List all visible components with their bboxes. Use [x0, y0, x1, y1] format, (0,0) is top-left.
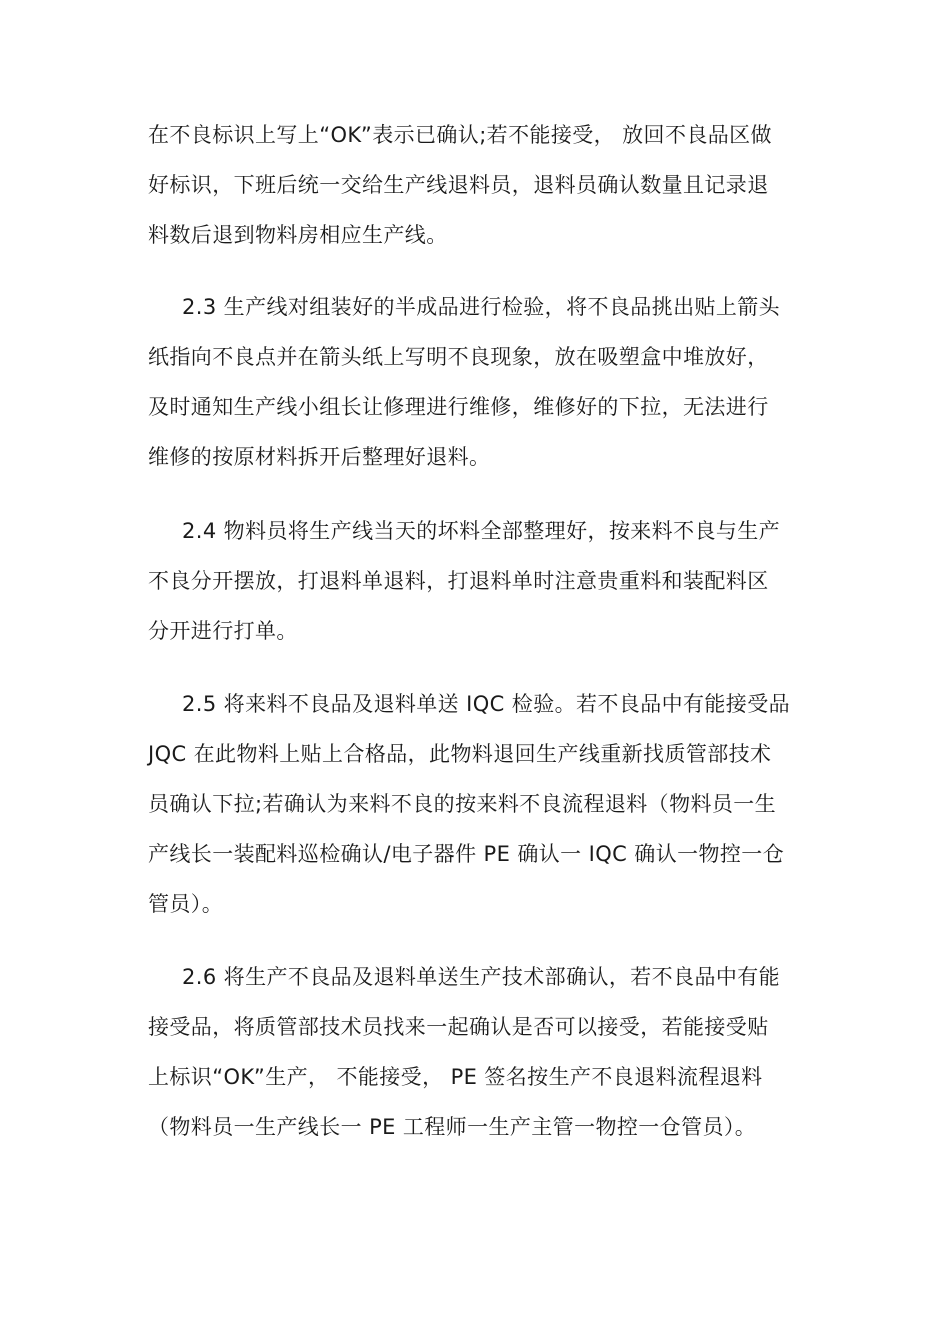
- paragraph-defect-label-confirmation: [148, 110, 804, 260]
- paragraph-section-2-6: [148, 952, 804, 1152]
- paragraph-line: 员确认下拉;若确认为来料不良的按来料不良流程退料（物料员一生: [148, 792, 777, 816]
- paragraph-line: 上标识“OK”生产， 不能接受， PE 签名按生产不良退料流程退料: [148, 1065, 763, 1089]
- paragraph-line: 在不良标识上写上“OK”表示已确认;若不能接受， 放回不良品区做: [148, 123, 772, 147]
- paragraph-line: 2.6 将生产不良品及退料单送生产技术部确认，若不良品中有能: [182, 965, 781, 989]
- paragraph-line: 接受品，将质管部技术员找来一起确认是否可以接受，若能接受贴: [148, 1015, 769, 1039]
- paragraph-line: 2.4 物料员将生产线当天的坏料全部整理好，按来料不良与生产: [182, 519, 781, 543]
- paragraph-line: 料数后退到物料房相应生产线。: [148, 223, 448, 247]
- paragraph-line: 2.5 将来料不良品及退料单送 IQC 检验。若不良品中有能接受品: [182, 692, 791, 716]
- paragraph-line: 好标识，下班后统一交给生产线退料员，退料员确认数量且记录退: [148, 173, 769, 197]
- paragraph-line: 管员）。: [148, 892, 224, 916]
- paragraph-section-2-4: [148, 506, 804, 656]
- paragraph-line: 维修的按原材料拆开后整理好退料。: [148, 445, 491, 469]
- paragraph-line: （物料员一生产线长一 PE 工程师一生产主管一物控一仓管员）。: [148, 1115, 757, 1139]
- paragraph-line: 及时通知生产线小组长让修理进行维修，维修好的下拉，无法进行: [148, 395, 769, 419]
- paragraph-line: JQC 在此物料上贴上合格品，此物料退回生产线重新找质管部技术: [148, 742, 772, 766]
- paragraph-line: 分开进行打单。: [148, 619, 298, 643]
- paragraph-line: 不良分开摆放，打退料单退料，打退料单时注意贵重料和装配料区: [148, 569, 769, 593]
- paragraph-section-2-3: [148, 282, 804, 482]
- paragraph-line: 产线长一装配料巡检确认/电子器件 PE 确认一 IQC 确认一物控一仓: [148, 842, 785, 866]
- paragraph-line: 2.3 生产线对组装好的半成品进行检验，将不良品挑出贴上箭头: [182, 295, 781, 319]
- paragraph-section-2-5: [148, 679, 804, 929]
- paragraph-line: 纸指向不良点并在箭头纸上写明不良现象，放在吸塑盒中堆放好，: [148, 345, 769, 369]
